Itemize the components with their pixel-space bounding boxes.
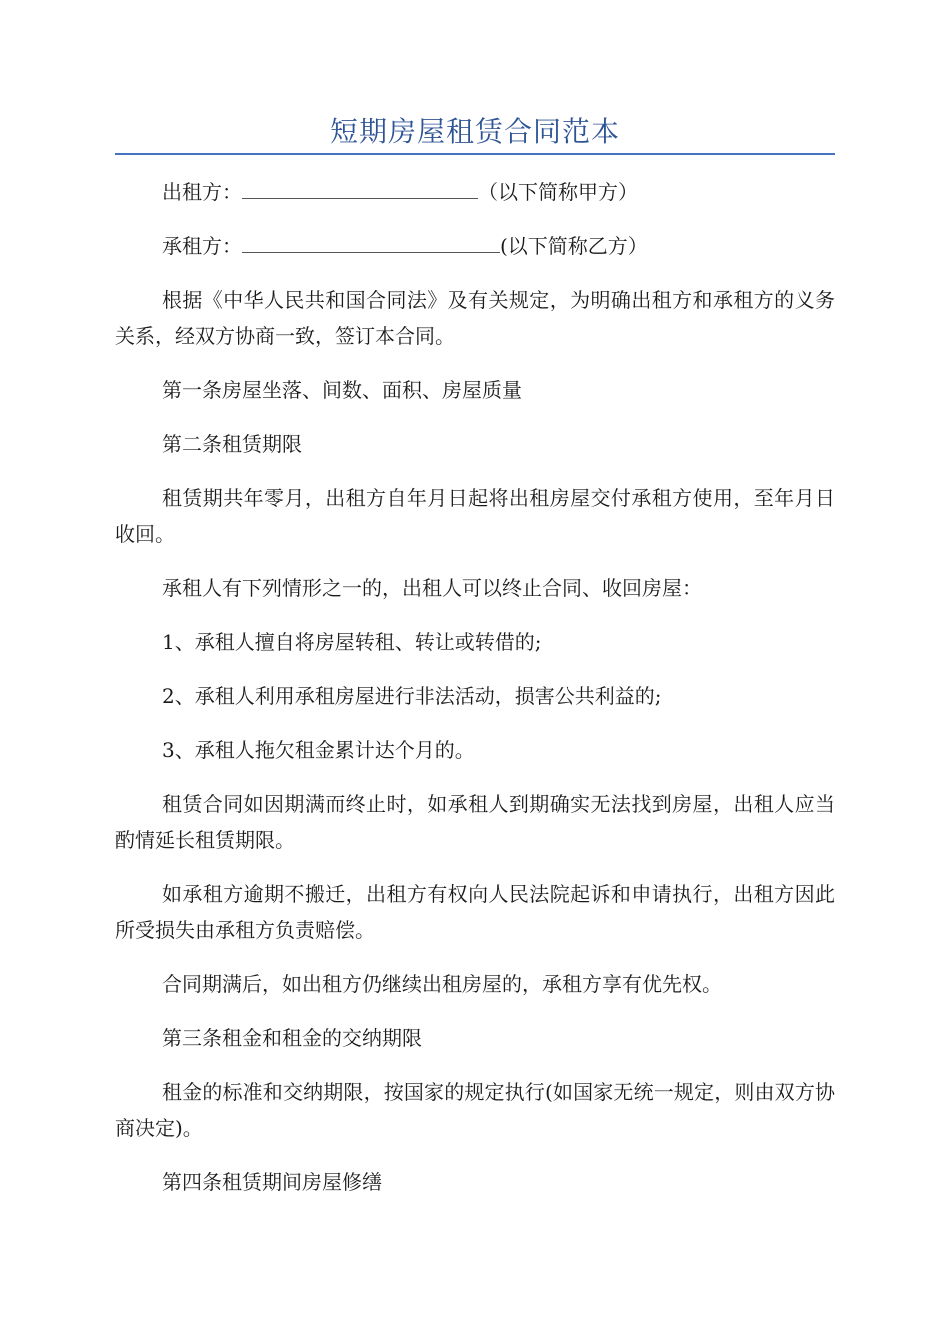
title-underline xyxy=(115,153,835,155)
lessee-note: (以下简称乙方） xyxy=(500,234,648,258)
overstay-paragraph: 如承租方逾期不搬迁，出租方有权向人民法院起诉和申请执行，出租方因此所受损失由承租方负责赔偿。 xyxy=(115,882,835,942)
termination-intro: 承租人有下列情形之一的，出租人可以终止合同、收回房屋： xyxy=(162,576,702,600)
article-3-heading: 第三条租金和租金的交纳期限 xyxy=(162,1026,422,1050)
termination-item-1: 1、承租人擅自将房屋转租、转让或转借的; xyxy=(162,630,542,654)
document-body xyxy=(115,174,835,1218)
priority-paragraph: 合同期满后，如出租方仍继续出租房屋的，承租方享有优先权。 xyxy=(162,972,722,996)
preamble-paragraph: 根据《中华人民共和国合同法》及有关规定，为明确出租方和承租方的义务关系，经双方协商一致，签订本合同。 xyxy=(115,288,835,348)
lessee-label: 承租方： xyxy=(162,234,242,258)
lessee-line xyxy=(115,228,835,264)
rent-paragraph: 租金的标准和交纳期限，按国家的规定执行(如国家无统一规定，则由双方协商决定)。 xyxy=(115,1080,835,1140)
document-title: 短期房屋租赁合同范本 xyxy=(329,115,620,148)
termination-item-3: 3、承租人拖欠租金累计达个月的。 xyxy=(162,738,475,762)
lessor-note: （以下简称甲方） xyxy=(478,180,638,204)
article-1-heading: 第一条房屋坐落、间数、面积、房屋质量 xyxy=(162,378,522,402)
lessor-line xyxy=(115,174,835,210)
termination-item-2: 2、承租人利用承租房屋进行非法活动，损害公共利益的; xyxy=(162,684,662,708)
lease-term-paragraph: 租赁期共年零月，出租方自年月日起将出租房屋交付承租方使用，至年月日收回。 xyxy=(115,486,835,546)
article-2-heading: 第二条租赁期限 xyxy=(162,432,302,456)
lessor-name-blank[interactable] xyxy=(242,176,478,199)
lessee-name-blank[interactable] xyxy=(242,230,500,253)
lessor-label: 出租方： xyxy=(162,180,242,204)
article-4-heading: 第四条租赁期间房屋修缮 xyxy=(162,1170,382,1194)
extension-paragraph: 租赁合同如因期满而终止时，如承租人到期确实无法找到房屋，出租人应当酌情延长租赁期限。 xyxy=(115,792,835,852)
